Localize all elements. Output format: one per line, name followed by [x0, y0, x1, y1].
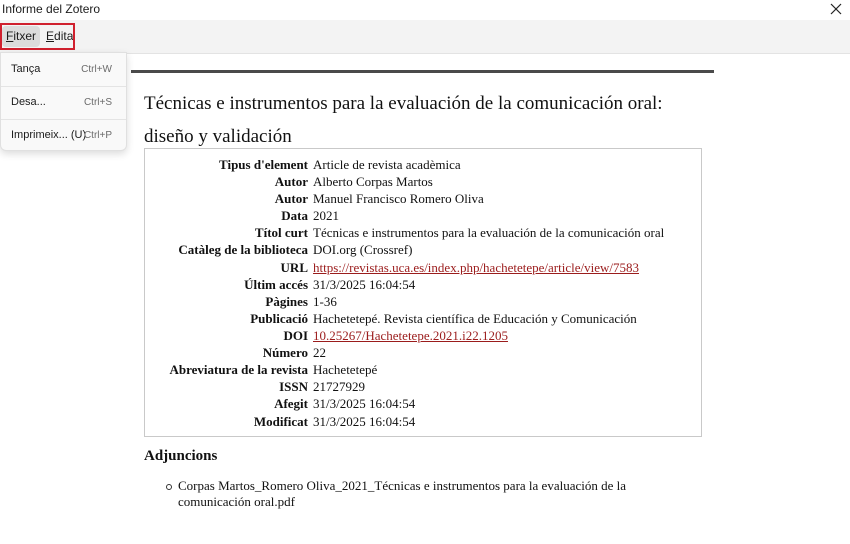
- field-value: 31/3/2025 16:04:54: [313, 396, 416, 411]
- close-icon[interactable]: [828, 1, 844, 17]
- field-key: URL: [280, 260, 308, 275]
- menu-item-close[interactable]: [1, 55, 126, 85]
- menu-item-save-shortcut: Ctrl+S: [83, 97, 112, 108]
- table-row: [145, 241, 701, 258]
- field-key: Autor: [274, 191, 308, 206]
- table-row: [145, 173, 701, 190]
- doi-link[interactable]: 10.25267/Hachetetepe.2021.i22.1205: [313, 328, 508, 343]
- field-value: Article de revista acadèmica: [313, 157, 461, 172]
- menu-file-accelerator: F: [6, 29, 14, 43]
- field-key: DOI: [283, 328, 308, 343]
- field-key: Número: [262, 345, 308, 360]
- menu-edit[interactable]: [42, 26, 77, 47]
- field-key: Catàleg de la biblioteca: [178, 242, 308, 257]
- table-row: [145, 207, 701, 224]
- menu-item-save-label: Desa...: [11, 96, 46, 108]
- table-row: [145, 259, 701, 276]
- table-row: [145, 378, 701, 395]
- field-key: Tipus d'element: [219, 157, 308, 172]
- menu-separator: [1, 86, 126, 87]
- menu-item-print-label: Imprimeix... (U): [11, 129, 87, 141]
- field-key: Data: [281, 208, 308, 223]
- field-value: 2021: [313, 208, 339, 223]
- field-key: Publicació: [250, 311, 308, 326]
- field-value: Alberto Corpas Martos: [313, 174, 433, 189]
- bullet-icon: [166, 484, 172, 490]
- table-row: [145, 276, 701, 293]
- table-row: [145, 190, 701, 207]
- field-value: DOI.org (Crossref): [313, 242, 413, 257]
- url-link[interactable]: https://revistas.uca.es/index.php/hachetetepe/article/view/7583: [313, 260, 639, 275]
- menu-item-save[interactable]: [1, 88, 126, 118]
- field-key: Títol curt: [254, 225, 308, 240]
- menu-item-print-shortcut: Ctrl+P: [83, 130, 112, 141]
- field-key: Modificat: [253, 414, 308, 429]
- field-value: Hachetetepé: [313, 362, 378, 377]
- table-row: [145, 395, 701, 412]
- field-key: ISSN: [279, 379, 308, 394]
- table-row: [145, 413, 701, 430]
- field-value: Hachetetepé. Revista científica de Educación y Comunicación: [313, 311, 637, 326]
- attachment-item: Corpas Martos_Romero Oliva_2021_Técnicas e instrumentos para la evaluación de la comunicación oral.pdf: [178, 478, 627, 509]
- table-row: [145, 361, 701, 378]
- menu-separator: [1, 119, 126, 120]
- window-titlebar: [0, 0, 850, 20]
- file-menu-dropdown: [0, 52, 127, 151]
- field-value: 22: [313, 345, 326, 360]
- menu-item-close-label: Tança: [11, 63, 41, 75]
- field-value: 21727929: [313, 379, 365, 394]
- menu-file[interactable]: [2, 26, 40, 47]
- field-key: Abreviatura de la revista: [169, 362, 308, 377]
- report-header-rule: [131, 70, 714, 73]
- menu-item-close-shortcut: Ctrl+W: [81, 64, 112, 75]
- menu-edit-accelerator: E: [46, 29, 55, 43]
- menu-item-print[interactable]: [1, 121, 126, 151]
- field-key: Afegit: [274, 396, 308, 411]
- table-row: [145, 224, 701, 241]
- attachments-heading: Adjuncions: [144, 448, 218, 464]
- report-title: Técnicas e instrumentos para la evaluación de la comunicación oral: diseño y validación: [144, 93, 663, 147]
- field-key: Últim accés: [244, 277, 308, 292]
- table-row: [145, 156, 701, 173]
- field-value: 31/3/2025 16:04:54: [313, 414, 416, 429]
- menu-bar: [0, 20, 850, 54]
- field-key: Autor: [274, 174, 308, 189]
- metadata-table: [144, 148, 702, 437]
- field-value: Manuel Francisco Romero Oliva: [313, 191, 484, 206]
- field-value: 1-36: [313, 294, 337, 309]
- table-row: [145, 310, 701, 327]
- field-value: Técnicas e instrumentos para la evaluación de la comunicación oral: [313, 225, 665, 240]
- window-title: Informe del Zotero: [2, 2, 101, 16]
- table-row: [145, 327, 701, 344]
- table-row: [145, 344, 701, 361]
- menu-edit-label: dita: [54, 29, 74, 43]
- field-value: 31/3/2025 16:04:54: [313, 277, 416, 292]
- field-key: Pàgines: [265, 294, 308, 309]
- table-row: [145, 293, 701, 310]
- menu-file-label: itxer: [13, 29, 37, 43]
